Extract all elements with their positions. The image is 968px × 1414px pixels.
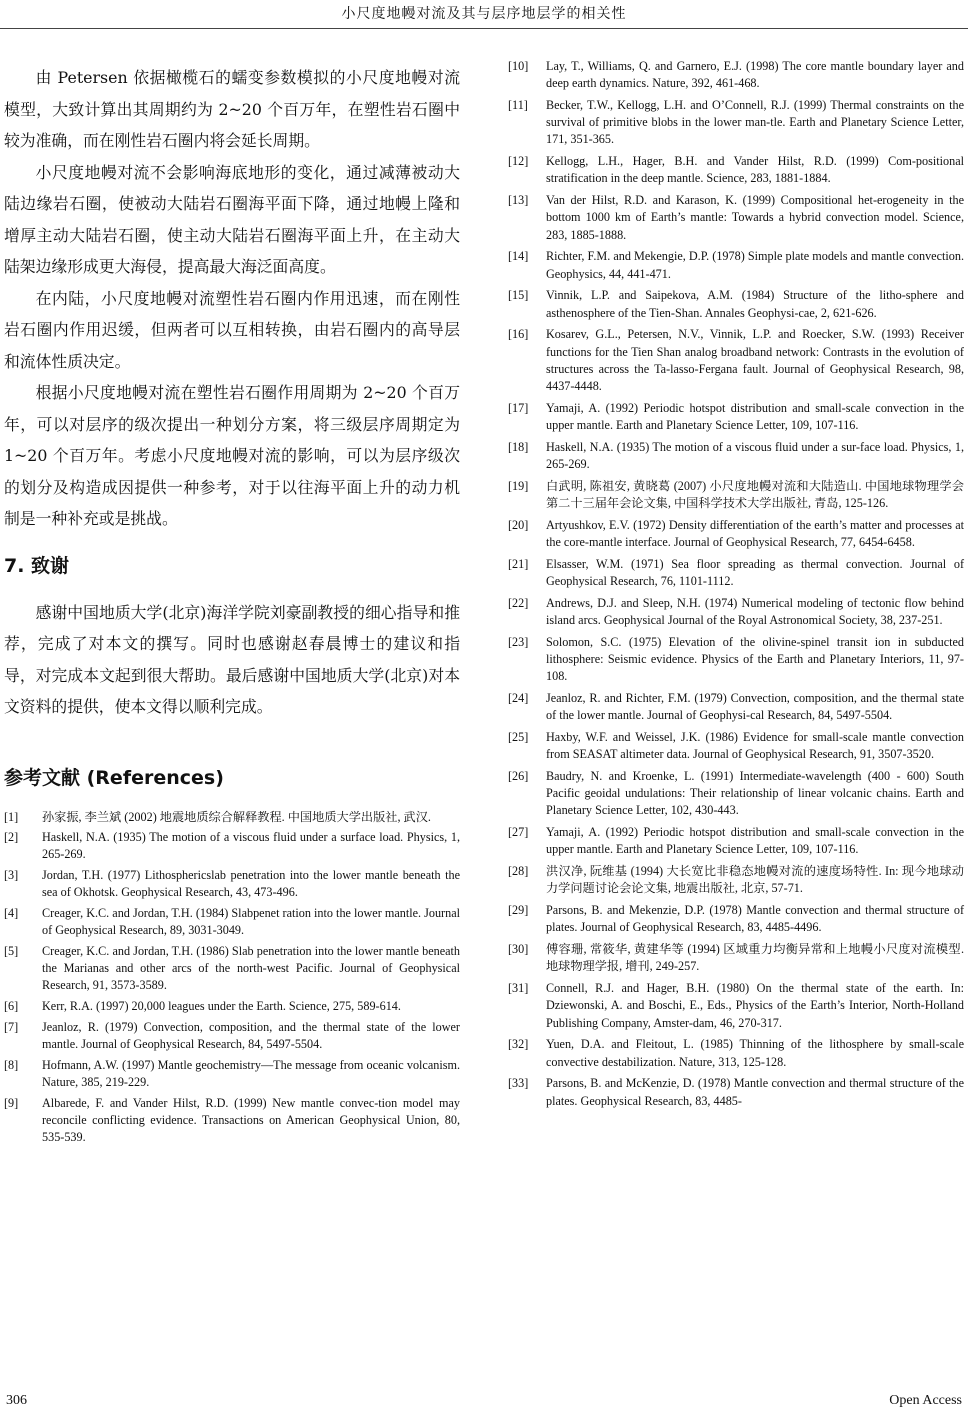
body-paragraph: 在内陆，小尺度地幔对流塑性岩石圈内作用迅速，而在刚性岩石圈内作用迟缓，但两者可以互相转换，由岩石圈内的高导层和流体性质决定。 (4, 288, 460, 371)
reference-text: 孙家振, 李兰斌 (2002) 地震地质综合解释教程. 中国地质大学出版社, 武汉. (42, 809, 431, 824)
acknowledgement-paragraph: 感谢中国地质大学(北京)海洋学院刘豪副教授的细心指导和推荐，完成了对本文的撰写。同时也感谢赵春晨博士的建议和指导，对完成本文起到很大帮助。最后感谢中国地质大学(北京)对本文资料的提供，使本文得以顺利完成。 (4, 602, 460, 716)
reference-text: 白武明, 陈祖安, 黄晓葛 (2007) 小尺度地幔对流和大陆造山. 中国地球物理学会第二十三届年会论文集, 中国科学技术大学出版社, 青岛, 125-126. (546, 478, 964, 511)
reference-number: [11] (508, 98, 528, 112)
reference-item (508, 768, 964, 820)
reference-text: Baudry, N. and Kroenke, L. (1991) Intermediate-wavelength (400 - 600) South Pacific geoidal undulations: Their relationship of linear volcanic chains. Earth and Planetary Science Letter, 102, 430-443. (546, 769, 964, 818)
reference-item (508, 824, 964, 858)
reference-item (508, 863, 964, 897)
body-paragraph: 小尺度地幔对流不会影响海底地形的变化，通过减薄被动大陆边缘岩石圈，使被动大陆岩石圈海平面下降，通过地幔上隆和增厚主动大陆岩石圈，使主动大陆岩石圈海平面上升，在主动大陆架边缘形成更大海侵，提高最大海泛面高度。 (4, 162, 460, 276)
reference-item (508, 153, 964, 187)
reference-text: Richter, F.M. and Mekengie, D.P. (1978) Simple plate models and mantle convection. Geophysics, 44, 441-471. (546, 249, 964, 281)
reference-number: [19] (508, 478, 529, 493)
reference-text: Andrews, D.J. and Sleep, N.H. (1974) Numerical modeling of tectonic flow behind island arcs. Geophysical Journal of the Royal Astronomical Society, 38, 237-251. (546, 595, 964, 628)
reference-number: [26] (508, 769, 529, 784)
reference-item (508, 556, 964, 590)
reference-text: 洪汉净, 阮维基 (1994) 大长宽比非稳态地幔对流的速度场特性. In: 现今地球动力学问题讨论会论文集, 地震出版社, 北京, 57-71. (546, 864, 964, 896)
reference-item (508, 941, 964, 975)
reference-item (508, 97, 964, 149)
reference-text: Lay, T., Williams, Q. and Garnero, E.J. (1998) The core mantle boundary layer and deep earth dynamics. Nature, 392, 461-468. (546, 59, 964, 91)
references-heading: 参考文献 (References) (4, 766, 224, 789)
reference-text: Creager, K.C. and Jordan, T.H. (1984) Slabpenet ration into the lower mantle. Journal of Geophysical Research, 89, 3031-3049. (42, 906, 460, 938)
reference-number: [5] (4, 943, 19, 958)
reference-number: [4] (4, 906, 19, 921)
reference-text: Jeanloz, R. and Richter, F.M. (1979) Convection, composition, and the thermal state of the lower mantle. Journal of Geophysi-cal Research, 84, 5497-5504. (546, 691, 964, 723)
reference-number: [13] (508, 193, 529, 208)
reference-number: [9] (4, 1095, 19, 1110)
reference-number: [17] (508, 400, 529, 415)
reference-text: Artyushkov, E.V. (1972) Density differentiation of the earth’s matter and processes at the core-mantle interface. Journal of Geophysical Research, 77, 6454-6458. (546, 517, 964, 550)
reference-number: [3] (4, 868, 19, 883)
reference-item (508, 729, 964, 763)
reference-item (508, 287, 964, 321)
reference-item (4, 1019, 460, 1053)
reference-item (508, 902, 964, 936)
reference-number: [27] (508, 825, 529, 840)
reference-text: Parsons, B. and Mekenzie, D.P. (1978) Mantle convection and thermal structure of plates. Journal of Geophysical Research, 83, 4485-4496. (546, 903, 964, 935)
reference-item (4, 943, 460, 995)
reference-item (508, 478, 964, 512)
reference-item (4, 867, 460, 901)
reference-text: Hofmann, A.W. (1997) Mantle geochemistry—The message from oceanic volcanism. Nature, 385, 219-229. (42, 1057, 460, 1089)
reference-text: Solomon, S.C. (1975) Elevation of the olivine-spinel transit ion in subducted lithosphere: Seismic evidence. Physics of the Earth and Planetary Interiors, 11, 97-108. (546, 634, 964, 684)
reference-item (508, 634, 964, 686)
reference-item (4, 998, 460, 1015)
reference-item (508, 1075, 964, 1109)
reference-item (508, 1036, 964, 1070)
reference-text: Connell, R.J. and Hager, B.H. (1980) On the thermal state of the earth. In: Dziewonski, A. and Boschi, E., Eds., Physics of the Earth’s Interior, North-Holland Publishing Company, Amster-dam, 46, 270-317. (546, 981, 964, 1030)
reference-text: Jeanloz, R. (1979) Convection, composition, and the thermal state of the lower mantle. Journal of Geophysical Research, 84, 5497-5504. (42, 1019, 460, 1051)
reference-text: Haskell, N.A. (1935) The motion of a viscous fluid under a surface load. Physics, 1, 265-269. (42, 830, 460, 862)
open-access-label: Open Access (889, 1393, 962, 1408)
reference-item (4, 829, 460, 863)
reference-number: [20] (508, 517, 529, 532)
reference-number: [30] (508, 942, 529, 957)
reference-item (508, 690, 964, 724)
reference-item (508, 400, 964, 434)
right-column (508, 58, 964, 1114)
reference-number: [7] (4, 1019, 19, 1034)
reference-number: [28] (508, 864, 529, 879)
reference-list-left (4, 809, 460, 1147)
reference-item (508, 248, 964, 282)
reference-text: Yuen, D.A. and Fleitout, L. (1985) Thinning of the lithosphere by small-scale convective destabilization. Nature, 313, 125-128. (546, 1037, 964, 1069)
reference-item (4, 809, 460, 826)
reference-text: 傅容珊, 常筱华, 黄建华等 (1994) 区域重力均衡异常和上地幔小尺度对流模型. 地球物理学报, 增刊, 249-257. (546, 942, 964, 974)
reference-text: Yamaji, A. (1992) Periodic hotspot distribution and small-scale convection in the upper mantle. Earth and Planetary Science Letter, 109, 107-116. (546, 825, 964, 857)
reference-item (508, 439, 964, 473)
reference-number: [21] (508, 556, 529, 571)
body-paragraph: 由 Petersen 依据橄榄石的蠕变参数模拟的小尺度地幔对流模型，大致计算出其周期约为 2~20 个百万年，在塑性岩石圈中较为准确，而在刚性岩石圈内将会延长周期。 (4, 68, 460, 150)
reference-item (508, 980, 964, 1032)
reference-text: Creager, K.C. and Jordan, T.H. (1986) Slab penetration into the lower mantle beneath the Marianas and other arcs of the north-west Pacific. Journal of Geophysical Research, 91, 3573-3589. (42, 943, 460, 993)
reference-text: Vinnik, L.P. and Saipekova, A.M. (1984) Structure of the litho-sphere and asthenosphere of the Tien-Shan. Annales Geophysi-cae, 2, 621-626. (546, 288, 964, 320)
left-column (4, 62, 460, 1150)
reference-text: Kerr, R.A. (1997) 20,000 leagues under the Earth. Science, 275, 589-614. (42, 999, 401, 1014)
reference-item (4, 905, 460, 939)
reference-number: [25] (508, 730, 529, 745)
acknowledgement-heading: 7. 致谢 (4, 554, 70, 577)
reference-item (508, 517, 964, 551)
reference-number: [31] (508, 981, 529, 996)
reference-list-right (508, 58, 964, 1110)
reference-number: [10] (508, 59, 529, 73)
reference-text: Yamaji, A. (1992) Periodic hotspot distribution and small-scale convection in the upper mantle. Earth and Planetary Science Letter, 109, 107-116. (546, 400, 964, 433)
reference-text: Becker, T.W., Kellogg, L.H. and O’Connell, R.J. (1999) Thermal constraints on the survival of primitive blobs in the lower man-tle. Earth and Planetary Science Letter, 171, 351-365. (546, 98, 964, 147)
page-number: 306 (6, 1393, 27, 1408)
running-header: 小尺度地幔对流及其与层序地层学的相关性 (341, 6, 627, 22)
reference-number: [24] (508, 691, 529, 706)
reference-text: Kellogg, L.H., Hager, B.H. and Vander Hilst, R.D. (1999) Com-positional stratification in the deep mantle. Science, 283, 1881-1884. (546, 154, 964, 186)
header-rule (0, 28, 968, 29)
reference-item (4, 1057, 460, 1091)
reference-number: [16] (508, 327, 529, 342)
reference-item (508, 58, 964, 92)
body-paragraph: 根据小尺度地幔对流在塑性岩石圈作用周期为 2~20 个百万年，可以对层序的级次提出一种划分方案，将三级层序周期定为 1~20 个百万年。考虑小尺度地幔对流的影响，可以为层序级次的划分及构造成因提供一种参考，对于以往海平面上升的动力机制是一种补充或是挑战。 (4, 383, 460, 528)
reference-text: Van der Hilst, R.D. and Karason, K. (1999) Compositional het-erogeneity in the bottom 1000 km of Earth’s mantle: Towards a hybrid convection model. Science, 283, 1885-1888. (546, 193, 964, 242)
reference-number: [33] (508, 1076, 529, 1091)
reference-number: [23] (508, 634, 529, 649)
reference-text: Kosarev, G.L., Petersen, N.V., Vinnik, L.P. and Roecker, S.W. (1993) Receiver functions for the Tien Shan analog broadband network: Contrasts in the evolution of structures across the Ta-lasso-Fergana fault. Journal of Geophysical Research, 98, 4437-4448. (546, 327, 964, 394)
reference-number: [1] (4, 809, 19, 824)
reference-number: [6] (4, 999, 19, 1014)
reference-number: [14] (508, 249, 529, 264)
reference-number: [12] (508, 154, 529, 169)
reference-item (508, 192, 964, 244)
reference-text: Haskell, N.A. (1935) The motion of a viscous fluid under a sur-face load. Physics, 1, 265-269. (546, 439, 964, 472)
reference-number: [8] (4, 1057, 19, 1072)
reference-text: Jordan, T.H. (1977) Lithosphericslab penetration into the lower mantle beneath the sea of Okhotsk. Geophysical Research, 43, 473-496. (42, 868, 460, 900)
reference-number: [29] (508, 903, 529, 918)
reference-number: [2] (4, 830, 19, 845)
reference-text: Elsasser, W.M. (1971) Sea floor spreading as thermal convection. Journal of Geophysical Research, 76, 1101-1112. (546, 556, 964, 589)
reference-number: [32] (508, 1037, 529, 1052)
reference-number: [22] (508, 595, 529, 610)
reference-item (508, 326, 964, 395)
reference-text: Parsons, B. and McKenzie, D. (1978) Mantle convection and thermal structure of the plates. Geophysical Research, 83, 4485- (546, 1076, 964, 1108)
reference-item (508, 595, 964, 629)
reference-number: [15] (508, 288, 529, 303)
reference-text: Haxby, W.F. and Weissel, J.K. (1986) Evidence for small-scale mantle convection from SEASAT altimeter data. Journal of Geophysical Research, 91, 3507-3520. (546, 730, 964, 762)
reference-number: [18] (508, 439, 529, 454)
reference-item (4, 1095, 460, 1147)
reference-text: Albarede, F. and Vander Hilst, R.D. (1999) New mantle convec-tion model may reconcile conflicting evidence. Transactions on American Geophysical Union, 80, 535-539. (42, 1095, 460, 1144)
